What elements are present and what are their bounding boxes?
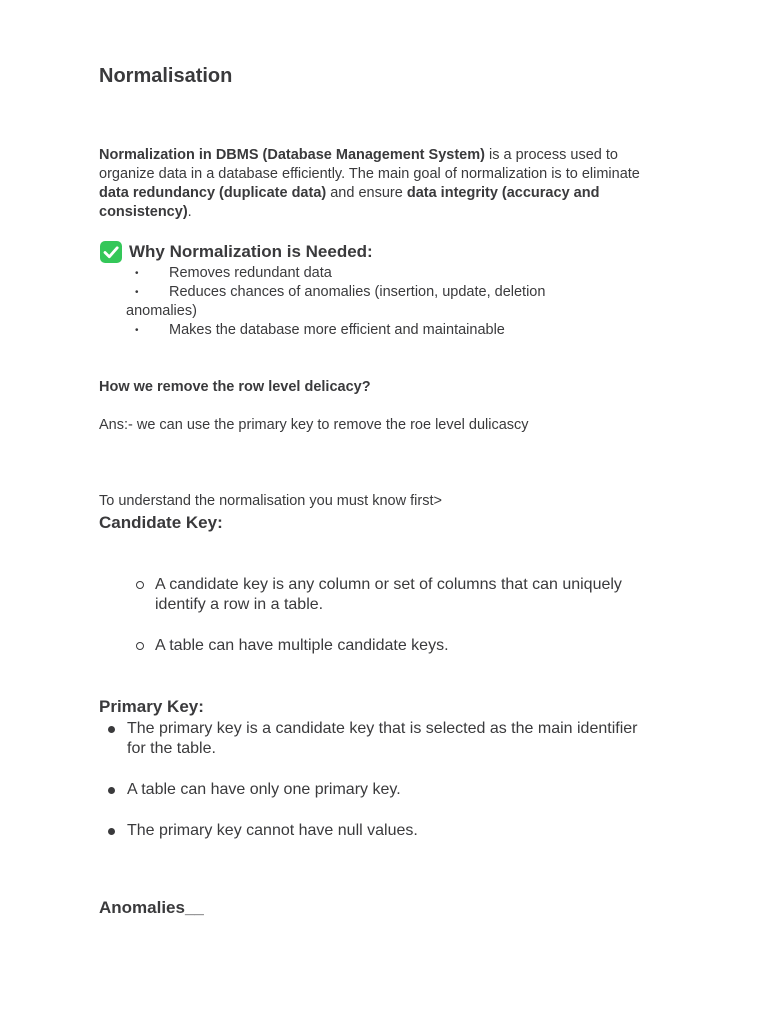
list-item [99, 575, 669, 615]
primary-key-list [99, 719, 639, 862]
why-item-continuation: anomalies) [126, 303, 197, 319]
intro-text-3: . [187, 204, 192, 220]
list-item [99, 321, 659, 340]
bullet-icon [108, 726, 115, 733]
page-title: Normalisation [99, 65, 233, 87]
why-item-text: Removes redundant data [169, 265, 332, 281]
bullet-icon: • [135, 325, 139, 336]
list-item [99, 264, 659, 283]
answer-text: Ans:- we can use the primary key to remove the roe level dulicascy [99, 417, 529, 433]
intro-bold-3: data integrity (accuracy and consistency) [99, 185, 600, 220]
candidate-item-text: A table can have multiple candidate keys. [155, 637, 449, 654]
why-item-text: Makes the database more efficient and maintainable [169, 322, 505, 338]
intro-bold-2: data redundancy (duplicate data) [99, 185, 327, 201]
bullet-icon: • [135, 268, 139, 279]
list-item [99, 780, 639, 800]
intro-bold-1: Normalization in DBMS (Database Management System) [99, 147, 485, 163]
why-heading-text: Why Normalization is Needed: [129, 242, 373, 261]
why-heading [99, 241, 373, 263]
intro-text-2: and ensure [326, 185, 407, 201]
intro-paragraph [99, 146, 669, 222]
primary-key-heading: Primary Key: [99, 697, 204, 716]
candidate-key-list [99, 575, 669, 677]
hollow-bullet-icon [136, 581, 144, 589]
list-item [99, 283, 659, 321]
primary-item-text: A table can have only one primary key. [127, 781, 401, 798]
why-list [99, 264, 659, 340]
prerequisite-text: To understand the normalisation you must know first> [99, 493, 442, 509]
candidate-key-heading: Candidate Key: [99, 513, 223, 532]
primary-item-text: The primary key cannot have null values. [127, 822, 418, 839]
hollow-bullet-icon [136, 642, 144, 650]
bullet-icon [108, 787, 115, 794]
list-item [99, 821, 639, 841]
primary-item-text: The primary key is a candidate key that is selected as the main identifier for the table. [127, 720, 638, 757]
list-item [99, 719, 639, 759]
check-mark-icon [99, 241, 123, 263]
anomalies-heading: Anomalies__ [99, 898, 204, 917]
bullet-icon: • [135, 287, 139, 298]
why-item-text: Reduces chances of anomalies (insertion, update, deletion [169, 284, 546, 300]
candidate-item-text: A candidate key is any column or set of columns that can uniquely identify a row in a table. [155, 576, 622, 613]
intro-text-1: is a process used to organize data in a database efficiently. The main goal of normalization is to eliminate [99, 147, 640, 182]
question-text: How we remove the row level delicacy? [99, 379, 371, 395]
bullet-icon [108, 828, 115, 835]
list-item [99, 636, 669, 656]
